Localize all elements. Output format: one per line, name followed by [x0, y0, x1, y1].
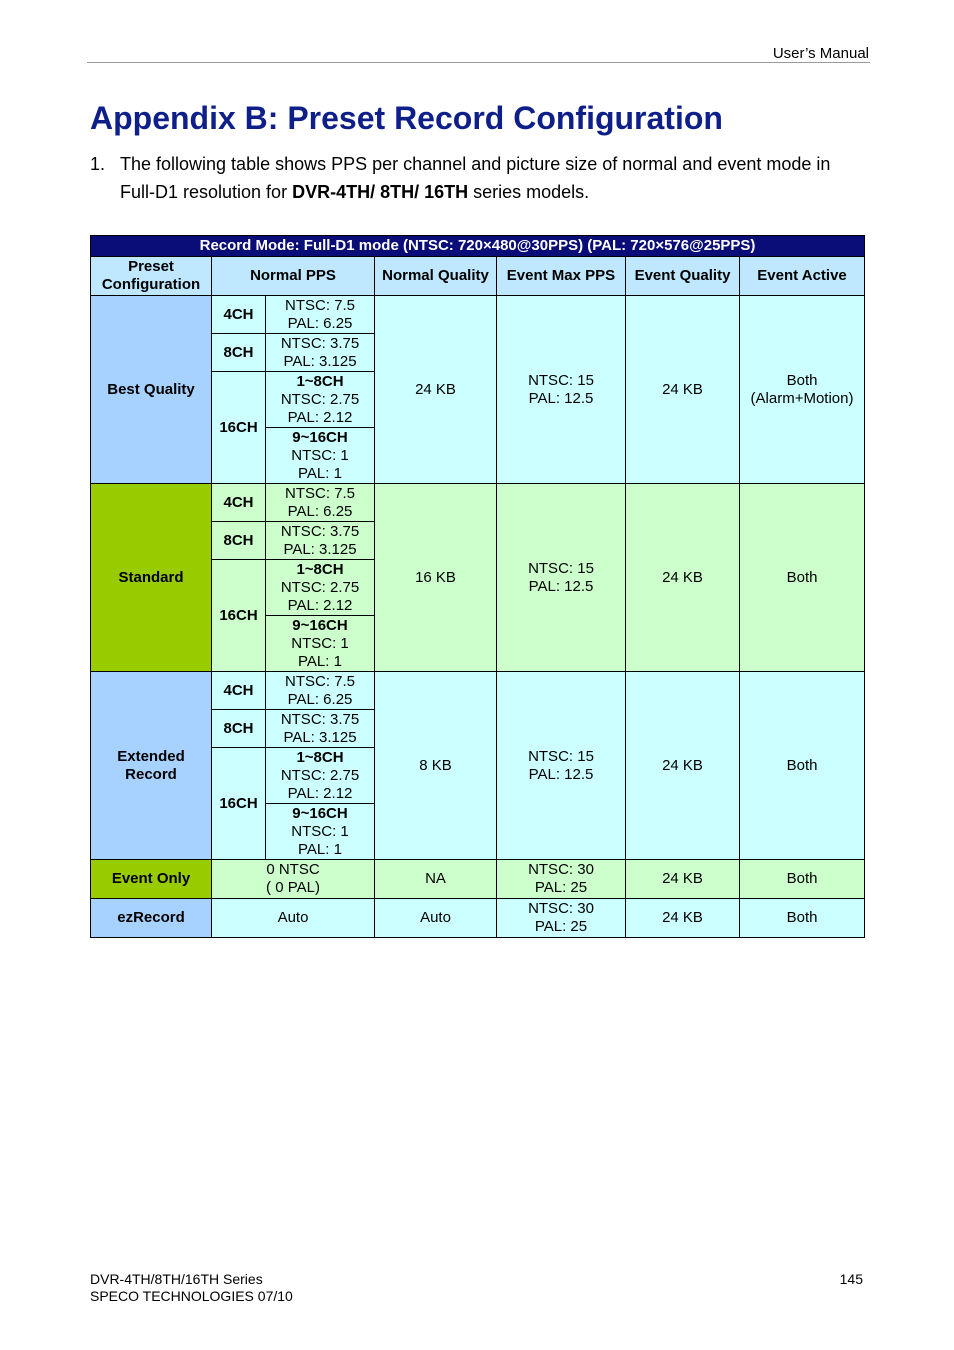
pps-value: 1~8CH NTSC: 2.75 PAL: 2.12 [266, 560, 375, 616]
footer-left [90, 1271, 293, 1305]
ch-label: 4CH [212, 296, 266, 334]
pps-value: NTSC: 3.75 PAL: 3.125 [266, 710, 375, 748]
normal-quality-value: NA [375, 860, 497, 899]
footer-company: SPECO TECHNOLOGIES 07/10 [90, 1288, 293, 1304]
pps-value: 9~16CH NTSC: 1 PAL: 1 [266, 428, 375, 484]
header-event-max-pps: Event Max PPS [497, 257, 626, 296]
ch-label: 4CH [212, 484, 266, 522]
ch-label: 4CH [212, 672, 266, 710]
normal-quality-value: 24 KB [375, 296, 497, 484]
header-normal-pps: Normal PPS [212, 257, 375, 296]
pps-value: 9~16CH NTSC: 1 PAL: 1 [266, 804, 375, 860]
event-active-value: Both (Alarm+Motion) [740, 296, 865, 484]
header-event-quality: Event Quality [626, 257, 740, 296]
ch-label: 8CH [212, 710, 266, 748]
pps-value: 1~8CH NTSC: 2.75 PAL: 2.12 [266, 372, 375, 428]
header-rule [87, 62, 870, 63]
intro-paragraph [90, 150, 870, 206]
ch-label: 8CH [212, 522, 266, 560]
page-number: 145 [839, 1271, 863, 1287]
preset-config-table [90, 235, 865, 938]
normal-pps-value: 0 NTSC ( 0 PAL) [212, 860, 375, 899]
event-active-value: Both [740, 899, 865, 938]
ch-label: 8CH [212, 334, 266, 372]
preset-extended-record: Extended Record [91, 672, 212, 860]
preset-ezrecord: ezRecord [91, 899, 212, 938]
footer-series: DVR-4TH/8TH/16TH Series [90, 1271, 263, 1287]
event-active-value: Both [740, 672, 865, 860]
ch-label: 16CH [212, 372, 266, 484]
event-max-pps-value: NTSC: 15 PAL: 12.5 [497, 296, 626, 484]
intro-text-after: series models. [468, 182, 590, 202]
event-active-value: Both [740, 484, 865, 672]
preset-standard: Standard [91, 484, 212, 672]
pps-value: NTSC: 7.5 PAL: 6.25 [266, 484, 375, 522]
event-max-pps-value: NTSC: 15 PAL: 12.5 [497, 484, 626, 672]
event-max-pps-value: NTSC: 30 PAL: 25 [497, 899, 626, 938]
header-text: User’s Manual [772, 45, 869, 62]
event-quality-value: 24 KB [626, 484, 740, 672]
header-event-active: Event Active [740, 257, 865, 296]
pps-value: 9~16CH NTSC: 1 PAL: 1 [266, 616, 375, 672]
table-banner: Record Mode: Full-D1 mode (NTSC: 720×480@30PPS) (PAL: 720×576@25PPS) [91, 236, 865, 257]
normal-quality-value: 16 KB [375, 484, 497, 672]
list-number: 1. [90, 154, 106, 174]
header-preset: Preset Configuration [91, 257, 212, 296]
ch-label: 16CH [212, 748, 266, 860]
pps-value: NTSC: 3.75 PAL: 3.125 [266, 334, 375, 372]
preset-event-only: Event Only [91, 860, 212, 899]
intro-model-names: DVR-4TH/ 8TH/ 16TH [292, 182, 469, 202]
intro-text [120, 150, 870, 206]
page-title: Appendix B: Preset Record Configuration [90, 100, 723, 136]
pps-value: NTSC: 7.5 PAL: 6.25 [266, 296, 375, 334]
event-max-pps-value: NTSC: 30 PAL: 25 [497, 860, 626, 899]
normal-quality-value: 8 KB [375, 672, 497, 860]
event-active-value: Both [740, 860, 865, 899]
header-normal-quality: Normal Quality [375, 257, 497, 296]
pps-value: NTSC: 3.75 PAL: 3.125 [266, 522, 375, 560]
pps-value: 1~8CH NTSC: 2.75 PAL: 2.12 [266, 748, 375, 804]
intro-text-before: The following table shows PPS per channel and picture size of normal and event mode in Full-D1 resolution for [120, 154, 831, 202]
event-quality-value: 24 KB [626, 899, 740, 938]
normal-quality-value: Auto [375, 899, 497, 938]
preset-best-quality: Best Quality [91, 296, 212, 484]
ch-label: 16CH [212, 560, 266, 672]
event-quality-value: 24 KB [626, 296, 740, 484]
pps-value: NTSC: 7.5 PAL: 6.25 [266, 672, 375, 710]
normal-pps-value: Auto [212, 899, 375, 938]
event-quality-value: 24 KB [626, 672, 740, 860]
event-max-pps-value: NTSC: 15 PAL: 12.5 [497, 672, 626, 860]
event-quality-value: 24 KB [626, 860, 740, 899]
